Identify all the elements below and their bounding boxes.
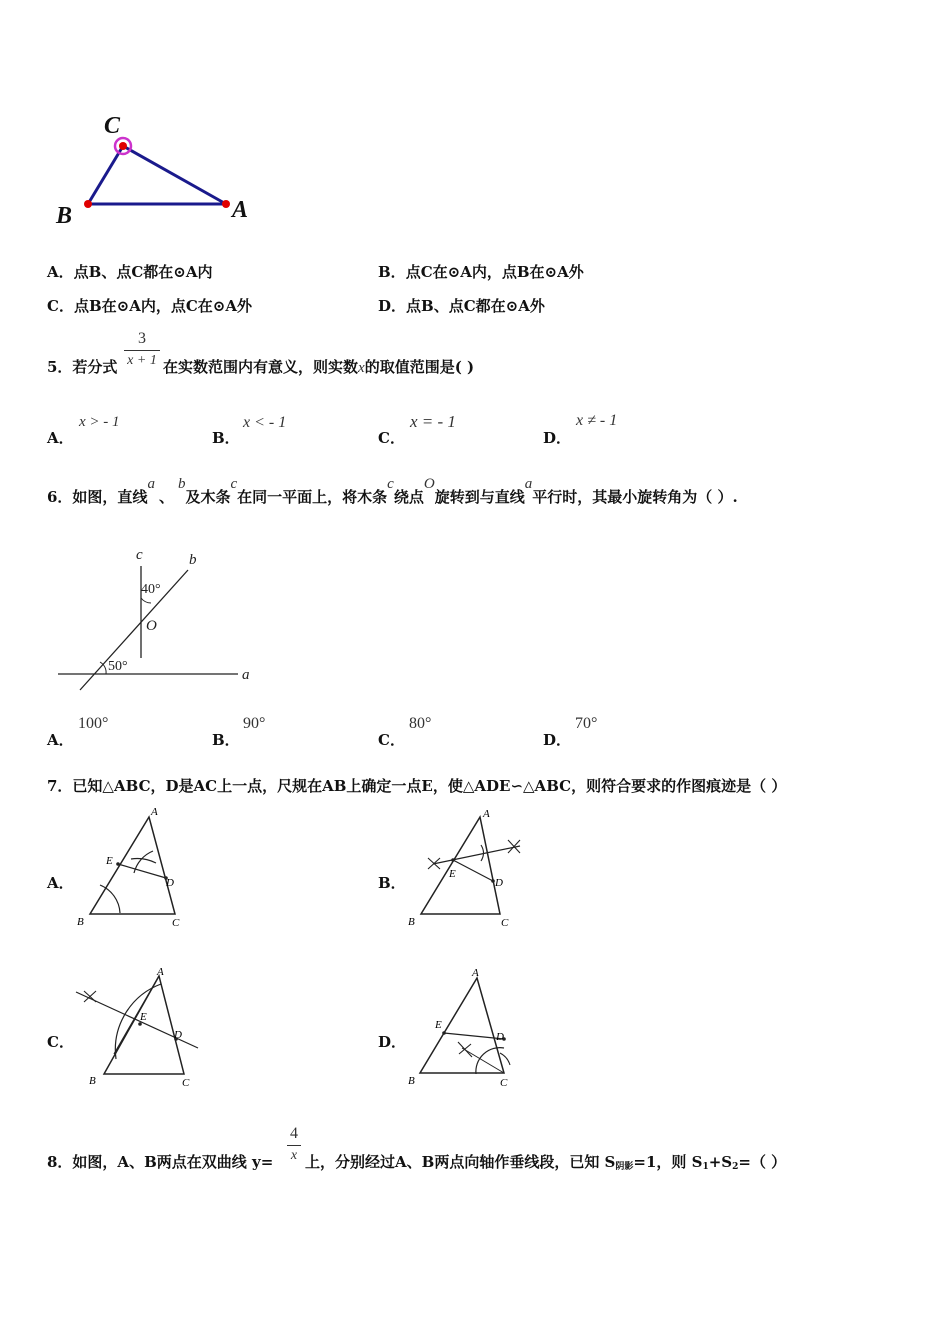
- q5-option-b: B．: [212, 429, 240, 447]
- q7c-label-d: D: [174, 1029, 182, 1041]
- q7a-label-b: B: [77, 916, 84, 928]
- q7c-label-e: E: [140, 1011, 147, 1023]
- q7b-label-c: C: [501, 917, 509, 929]
- q4-label-c: C: [104, 113, 121, 139]
- q7-option-c: C．: [47, 1033, 74, 1051]
- q8-fraction: 4 x: [287, 1125, 301, 1164]
- q7b-label-d: D: [495, 877, 503, 889]
- q7-figure-c: [70, 962, 210, 1097]
- q4-option-b: B．点C在⊙A内，点B在⊙A外: [378, 263, 584, 281]
- q6-option-d: D．: [543, 731, 572, 749]
- q5-option-d-expr: x ≠ - 1: [576, 412, 618, 429]
- q6-option-b-value: 90°: [243, 715, 266, 732]
- q5-option-d: D．: [543, 429, 572, 447]
- q7b-label-a: A: [483, 808, 490, 820]
- q5-option-c: C．: [378, 429, 405, 447]
- q6-label-angle40: 40°: [141, 582, 161, 597]
- q7-stem: 7．已知△ABC，D是AC上一点，尺规在AB上确定一点E，使△ADE∽△ABC，则符合要求的作图痕迹是（ ）: [47, 777, 787, 795]
- q4-label-b: B: [56, 203, 73, 229]
- q4-option-a: A．点B、点C都在⊙A内: [47, 263, 213, 281]
- q6-option-c-value: 80°: [409, 715, 432, 732]
- q5-option-b-expr: x < - 1: [243, 414, 287, 431]
- q4-option-d: D．点B、点C都在⊙A外: [378, 297, 545, 315]
- q7c-label-c: C: [182, 1077, 190, 1089]
- q7a-label-a: A: [151, 806, 158, 818]
- q4-label-a: A: [232, 197, 249, 223]
- q6-option-a-value: 100°: [78, 715, 109, 732]
- q7c-label-a: A: [157, 966, 164, 978]
- q6-label-c: c: [136, 547, 143, 563]
- q7a-label-c: C: [172, 917, 180, 929]
- q7d-label-e: E: [435, 1019, 442, 1031]
- q7b-label-b: B: [408, 916, 415, 928]
- q6-label-b: b: [189, 552, 197, 568]
- q7d-label-b: B: [408, 1075, 415, 1087]
- q6-option-a: A．: [47, 731, 74, 749]
- q8-stem-a: 8．如图，A、B两点在双曲线 y=: [47, 1153, 274, 1171]
- q5-option-a-expr: x > - 1: [79, 414, 120, 430]
- q7d-label-d: D: [496, 1031, 504, 1043]
- q7a-label-d: D: [166, 877, 174, 889]
- q5-option-c-expr: x = - 1: [410, 412, 456, 431]
- q7a-label-e: E: [106, 855, 113, 867]
- q4-triangle-figure: [50, 105, 270, 235]
- q7-option-a: A．: [47, 874, 74, 892]
- q6-option-b: B．: [212, 731, 240, 749]
- q6-label-a: a: [242, 667, 250, 683]
- q8-stem-b: 上，分别经过A、B两点向轴作垂线段，已知 $S_{阴影}=1$，则 $S_1+S_2=$（ ）: [305, 1153, 787, 1172]
- q7d-label-c: C: [500, 1077, 508, 1089]
- q6-label-angle50: 50°: [108, 659, 128, 674]
- q5-option-a: A．: [47, 429, 74, 447]
- q7b-label-e: E: [449, 868, 456, 880]
- q7-figure-a: [70, 803, 210, 938]
- q6-option-d-value: 70°: [575, 715, 598, 732]
- q7-option-d: D．: [378, 1033, 407, 1051]
- q6-label-o: O: [146, 618, 157, 634]
- q7-figure-d: [400, 962, 540, 1097]
- q5-fraction: 3 x + 1: [124, 330, 160, 369]
- q7d-label-a: A: [472, 967, 479, 979]
- q6-lines-figure: [50, 540, 270, 695]
- q5-stem-b: 在实数范围内有意义，则实数x的取值范围是( ): [163, 358, 475, 376]
- q4-option-c: C．点B在⊙A内，点C在⊙A外: [47, 297, 252, 315]
- q7-figure-b: [400, 803, 540, 938]
- q5-stem-a: 5．若分式: [47, 358, 118, 376]
- q7-option-b: B．: [378, 874, 406, 892]
- q6-stem: 6．如图，直线a、b及木条c在同一平面上，将木条c绕点O旋转到与直线a平行时，其最小旋转角为（ ）.: [47, 476, 738, 506]
- q7c-label-b: B: [89, 1075, 96, 1087]
- q6-option-c: C．: [378, 731, 405, 749]
